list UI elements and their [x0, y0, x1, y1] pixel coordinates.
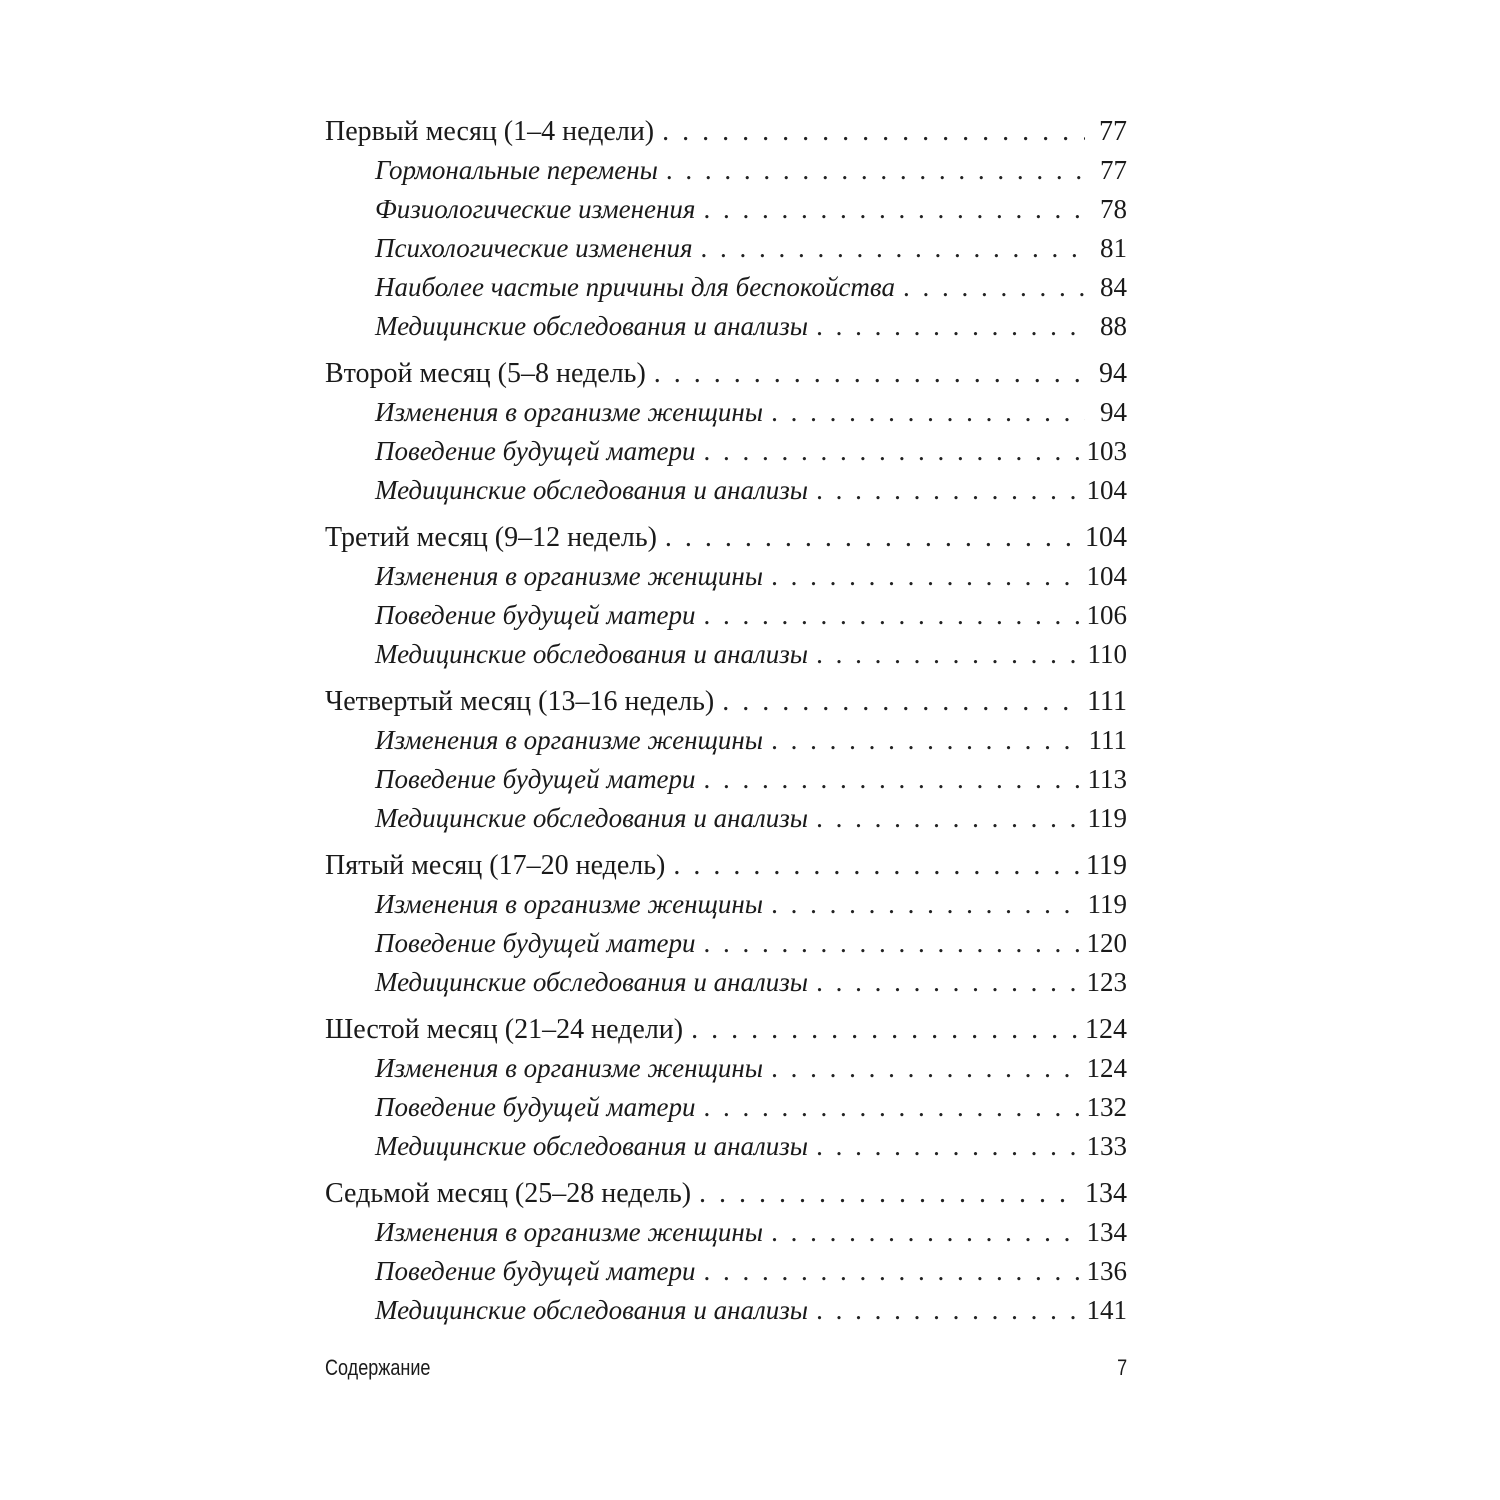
- dot-leader: [771, 1049, 1080, 1088]
- toc-section: [325, 354, 1127, 510]
- toc-entry-title: Поведение будущей матери: [375, 1256, 696, 1286]
- toc-subsection-row[interactable]: [325, 307, 1127, 346]
- toc-subsection-row[interactable]: [325, 190, 1127, 229]
- dot-leader: [816, 635, 1081, 674]
- dot-leader: [816, 799, 1081, 838]
- toc-entry-page: 132: [1086, 1092, 1127, 1122]
- dot-leader: [771, 885, 1081, 924]
- toc-chapter-row[interactable]: [325, 1174, 1127, 1213]
- toc-entry-page: 141: [1086, 1295, 1127, 1325]
- dot-leader: [701, 229, 1085, 268]
- toc-chapter-row[interactable]: [325, 846, 1127, 885]
- toc-entry-title: Психологические изменения: [375, 233, 693, 263]
- toc-entry-page: 133: [1086, 1131, 1127, 1161]
- toc-subsection-row[interactable]: [325, 963, 1127, 1002]
- toc-entry-title: Медицинские обследования и анализы: [375, 1295, 809, 1325]
- toc-entry-page: 84: [1100, 272, 1127, 302]
- toc-subsection-row[interactable]: [325, 885, 1127, 924]
- toc-subsection-row[interactable]: [325, 635, 1127, 674]
- toc-subsection-row[interactable]: [325, 721, 1127, 760]
- toc-entry-page: 119: [1087, 803, 1127, 833]
- toc-subsection-row[interactable]: [325, 799, 1127, 838]
- dot-leader: [771, 393, 1085, 432]
- toc-entry-title: Гормональные перемены: [375, 155, 658, 185]
- toc-entry-page: 134: [1086, 1217, 1127, 1247]
- page-footer: [325, 1355, 1128, 1381]
- toc-chapter-row[interactable]: [325, 354, 1127, 393]
- toc-subsection-row[interactable]: [325, 760, 1127, 799]
- toc-entry-page: 94: [1099, 358, 1127, 389]
- toc-entry-title: Наиболее частые причины для беспокойства: [375, 272, 895, 302]
- dot-leader: [704, 1088, 1081, 1127]
- dot-leader: [816, 307, 1085, 346]
- toc-entry-title: Пятый месяц (17–20 недель): [325, 850, 666, 881]
- toc-entry-page: 119: [1087, 889, 1127, 919]
- toc-entry-page: 104: [1086, 561, 1127, 591]
- toc-entry-title: Поведение будущей матери: [375, 1092, 696, 1122]
- toc-entry-title: Медицинские обследования и анализы: [375, 803, 809, 833]
- toc-entry-title: Первый месяц (1–4 недели): [325, 116, 655, 147]
- toc-section: [325, 518, 1127, 674]
- toc-entry-page: 124: [1086, 1053, 1127, 1083]
- toc-entry-page: 104: [1086, 475, 1127, 505]
- dot-leader: [704, 760, 1082, 799]
- toc-subsection-row[interactable]: [325, 1127, 1127, 1166]
- toc-subsection-row[interactable]: [325, 1088, 1127, 1127]
- toc-entry-page: 106: [1086, 600, 1127, 630]
- dot-leader: [816, 1291, 1080, 1330]
- toc-entry-page: 123: [1086, 967, 1127, 997]
- toc-section: [325, 1174, 1127, 1330]
- toc-entry-title: Изменения в организме женщины: [375, 1217, 764, 1247]
- dot-leader: [704, 924, 1081, 963]
- toc-entry-title: Шестой месяц (21–24 недели): [325, 1014, 684, 1045]
- toc-entry-page: 94: [1100, 397, 1127, 427]
- toc-entry-page: 104: [1085, 522, 1127, 553]
- toc-entry-page: 113: [1087, 764, 1127, 794]
- toc-entry-page: 77: [1099, 116, 1127, 147]
- toc-entry-page: 119: [1086, 850, 1127, 881]
- dot-leader: [666, 151, 1085, 190]
- dot-leader: [771, 721, 1082, 760]
- toc-entry-page: 134: [1085, 1178, 1127, 1209]
- toc-entry-title: Поведение будущей матери: [375, 764, 696, 794]
- dot-leader: [704, 596, 1081, 635]
- dot-leader: [665, 518, 1079, 557]
- toc-subsection-row[interactable]: [325, 1213, 1127, 1252]
- toc-entry-page: 103: [1086, 436, 1127, 466]
- dot-leader: [703, 190, 1085, 229]
- toc-entry-title: Медицинские обследования и анализы: [375, 639, 809, 669]
- toc-entry-page: 110: [1087, 639, 1127, 669]
- toc-entry-page: 120: [1086, 928, 1127, 958]
- dot-leader: [673, 846, 1080, 885]
- toc-chapter-row[interactable]: [325, 518, 1127, 557]
- toc-subsection-row[interactable]: [325, 151, 1127, 190]
- dot-leader: [662, 112, 1085, 151]
- toc-section: [325, 1010, 1127, 1166]
- toc-entry-title: Поведение будущей матери: [375, 928, 696, 958]
- toc-chapter-row[interactable]: [325, 1010, 1127, 1049]
- toc-subsection-row[interactable]: [325, 1049, 1127, 1088]
- dot-leader: [704, 432, 1081, 471]
- toc-entry-title: Третий месяц (9–12 недель): [325, 522, 657, 553]
- toc-entry-title: Медицинские обследования и анализы: [375, 475, 809, 505]
- toc-entry-title: Изменения в организме женщины: [375, 397, 764, 427]
- toc-entry-page: 124: [1085, 1014, 1127, 1045]
- toc-entry-page: 78: [1100, 194, 1127, 224]
- toc-entry-title: Изменения в организме женщины: [375, 1053, 764, 1083]
- dot-leader: [903, 268, 1085, 307]
- dot-leader: [816, 963, 1080, 1002]
- toc-section: [325, 682, 1127, 838]
- toc-entry-title: Четвертый месяц (13–16 недель): [325, 686, 715, 717]
- dot-leader: [722, 682, 1081, 721]
- toc-subsection-row[interactable]: [325, 229, 1127, 268]
- toc-entry-page: 111: [1087, 686, 1127, 717]
- toc-subsection-row[interactable]: [325, 393, 1127, 432]
- toc-subsection-row[interactable]: [325, 596, 1127, 635]
- dot-leader: [771, 1213, 1080, 1252]
- toc-entry-page: 77: [1100, 155, 1127, 185]
- toc-entry-title: Физиологические изменения: [375, 194, 696, 224]
- toc-subsection-row[interactable]: [325, 432, 1127, 471]
- toc-entry-title: Поведение будущей матери: [375, 600, 696, 630]
- dot-leader: [704, 1252, 1081, 1291]
- toc-entry-page: 88: [1100, 311, 1127, 341]
- dot-leader: [654, 354, 1085, 393]
- toc-entry-title: Изменения в организме женщины: [375, 725, 764, 755]
- toc-entry-title: Изменения в организме женщины: [375, 889, 764, 919]
- table-of-contents: [325, 112, 1127, 1330]
- toc-entry-title: Поведение будущей матери: [375, 436, 696, 466]
- page-number: 7: [1117, 1355, 1128, 1380]
- dot-leader: [771, 557, 1080, 596]
- dot-leader: [816, 1127, 1080, 1166]
- toc-subsection-row[interactable]: [325, 557, 1127, 596]
- toc-entry-page: 111: [1088, 725, 1127, 755]
- toc-section: [325, 846, 1127, 1002]
- running-footer-title: Содержание: [325, 1355, 431, 1380]
- dot-leader: [816, 471, 1080, 510]
- toc-entry-page: 81: [1100, 233, 1127, 263]
- toc-subsection-row[interactable]: [325, 268, 1127, 307]
- toc-entry-title: Медицинские обследования и анализы: [375, 967, 809, 997]
- toc-entry-page: 136: [1086, 1256, 1127, 1286]
- toc-entry-title: Изменения в организме женщины: [375, 561, 764, 591]
- dot-leader: [699, 1174, 1079, 1213]
- toc-entry-title: Медицинские обследования и анализы: [375, 1131, 809, 1161]
- toc-subsection-row[interactable]: [325, 924, 1127, 963]
- dot-leader: [691, 1010, 1079, 1049]
- toc-subsection-row[interactable]: [325, 1291, 1127, 1330]
- toc-subsection-row[interactable]: [325, 471, 1127, 510]
- toc-subsection-row[interactable]: [325, 1252, 1127, 1291]
- toc-chapter-row[interactable]: [325, 112, 1127, 151]
- toc-section: [325, 112, 1127, 346]
- toc-chapter-row[interactable]: [325, 682, 1127, 721]
- toc-entry-title: Медицинские обследования и анализы: [375, 311, 809, 341]
- toc-entry-title: Седьмой месяц (25–28 недель): [325, 1178, 692, 1209]
- toc-entry-title: Второй месяц (5–8 недель): [325, 358, 646, 389]
